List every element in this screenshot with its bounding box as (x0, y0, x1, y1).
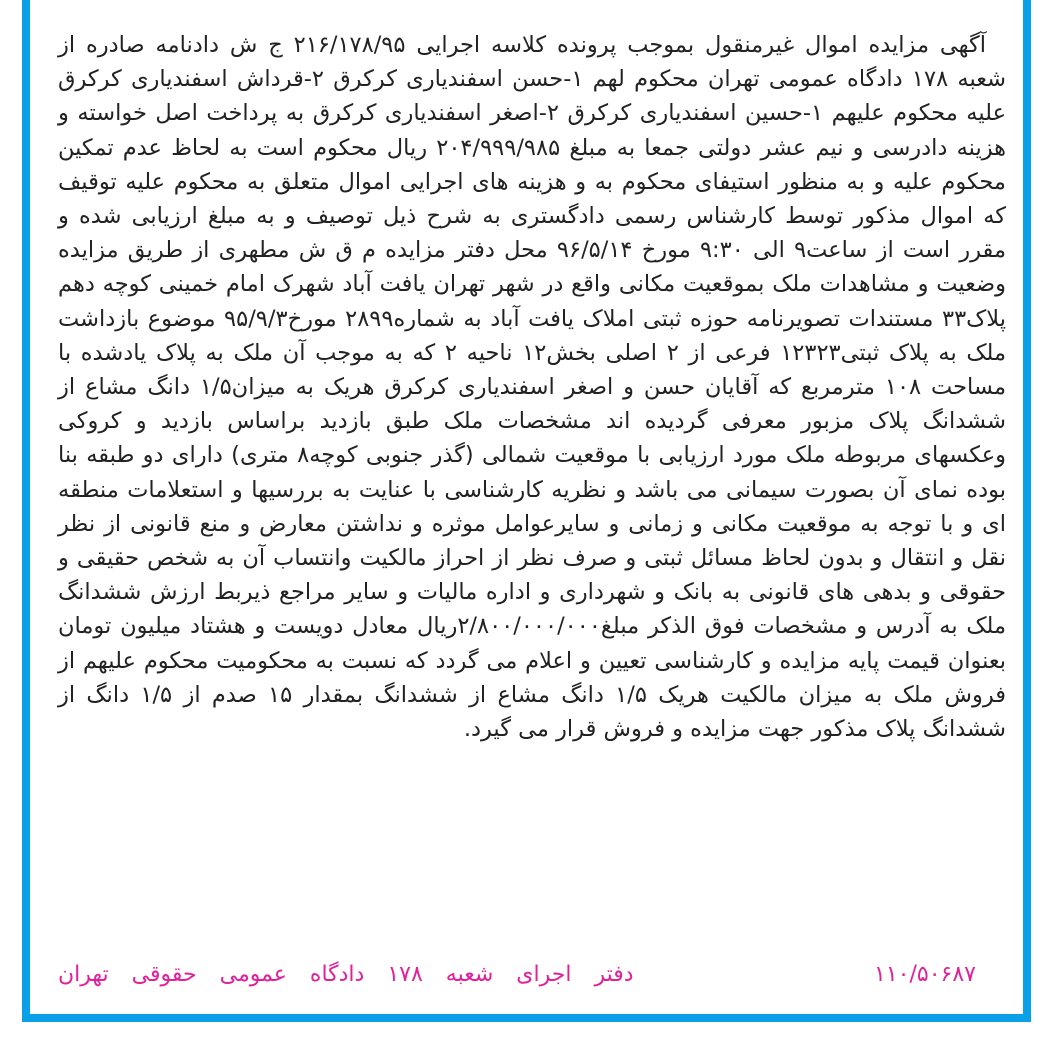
notice-indent (986, 32, 1006, 58)
notice-body-text (58, 28, 1006, 746)
footer-code: ۱۱۰/۵۰۶۸۷ (874, 962, 976, 987)
notice-paragraph: آگهی مزایده اموال غیرمنقول بموجب پرونده کلاسه اجرایی ۲۱۶/۱۷۸/۹۵ ج ش دادنامه صادره از شعبه ۱۷۸ دادگاه عمومی تهران محکوم لهم ۱-حسن اسفندیاری کرکرق ۲-قرداش اسفندیاری کرکرق علیه محکوم علیهم ۱-حسین اسفندیاری کرکرق ۲-اصغر اسفندیاری کرکرق به پرداخت اصل خواسته و هزینه دادرسی و نیم عشر دولتی جمعا به مبلغ ۲۰۴/۹۹۹/۹۸۵ ریال محکوم است به لحاظ عدم تمکین محکوم علیه و به منظور استیفای محکوم به و هزینه های اجرایی اموال متعلق به محکوم علیه توقیف که اموال مذکور توسط کارشناس رسمی دادگستری به شرح ذیل توصیف و به مبلغ ارزیابی شده و مقرر است از ساعت۹ الی ۹:۳۰ مورخ ۹۶/۵/۱۴ محل دفتر مزایده م ق ش مطهری از طریق مزایده وضعیت و مشاهدات ملک بموقعیت مکانی واقع در شهر تهران یافت آباد شهرک امام خمینی کوچه دهم پلاک۳۳ مستندات تصویرنامه حوزه ثبتی املاک یافت آباد به شماره۲۸۹۹ مورخ۹۵/۹/۳ موضوع بازداشت ملک به پلاک ثبتی۱۲۳۲۳ فرعی از ۲ اصلی بخش۱۲ ناحیه ۲ که به موجب آن ملک به پلاک یادشده با مساحت ۱۰۸ مترمربع که آقایان حسن و اصغر اسفندیاری کرکرق هریک به میزان۱/۵ دانگ مشاع از ششدانگ پلاک مزبور معرفی گردیده اند مشخصات ملک طبق بازدید براساس بازدید و کروکی وعکسهای مربوطه ملک مورد ارزیابی با موقعیت شمالی (گذر جنوبی کوچه۸ متری) دارای دو طبقه بنا بوده نمای آن بصورت سیمانی می باشد و نظریه کارشناسی با عنایت به بررسیها و استعلامات منطقه ای و با توجه به موقعیت مکانی و زمانی و سایرعوامل موثره و نداشتن معارض و منع قانونی از نظر نقل و انتقال و بدون لحاظ مسائل ثبتی و صرف نظر از احراز مالکیت وانتساب آن به شخص حقیقی و حقوقی و بدهی های قانونی به بانک و شهرداری و اداره مالیات و سایر مراجع ذیربط ارزش ششدانگ ملک به آدرس و مشخصات فوق الذکر مبلغ۲/۸۰۰/۰۰۰/۰۰۰ریال معادل دویست و هشتاد میلیون تومان بعنوان قیمت پایه مزایده و کارشناسی تعیین و اعلام می گردد که نسبت به محکومیت محکوم علیهم از فروش ملک به میزان مالکیت هریک ۱/۵ دانگ مشاع از ششدانگ بمقدار ۱۵ صدم از ۱/۵ دانگ از ششدانگ پلاک مذکور جهت مزایده و فروش قرار می گیرد. (58, 32, 1007, 743)
notice-footer (58, 962, 976, 998)
footer-office: دفتر اجرای شعبه ۱۷۸ دادگاه عمومی حقوقی تهران (58, 962, 634, 987)
